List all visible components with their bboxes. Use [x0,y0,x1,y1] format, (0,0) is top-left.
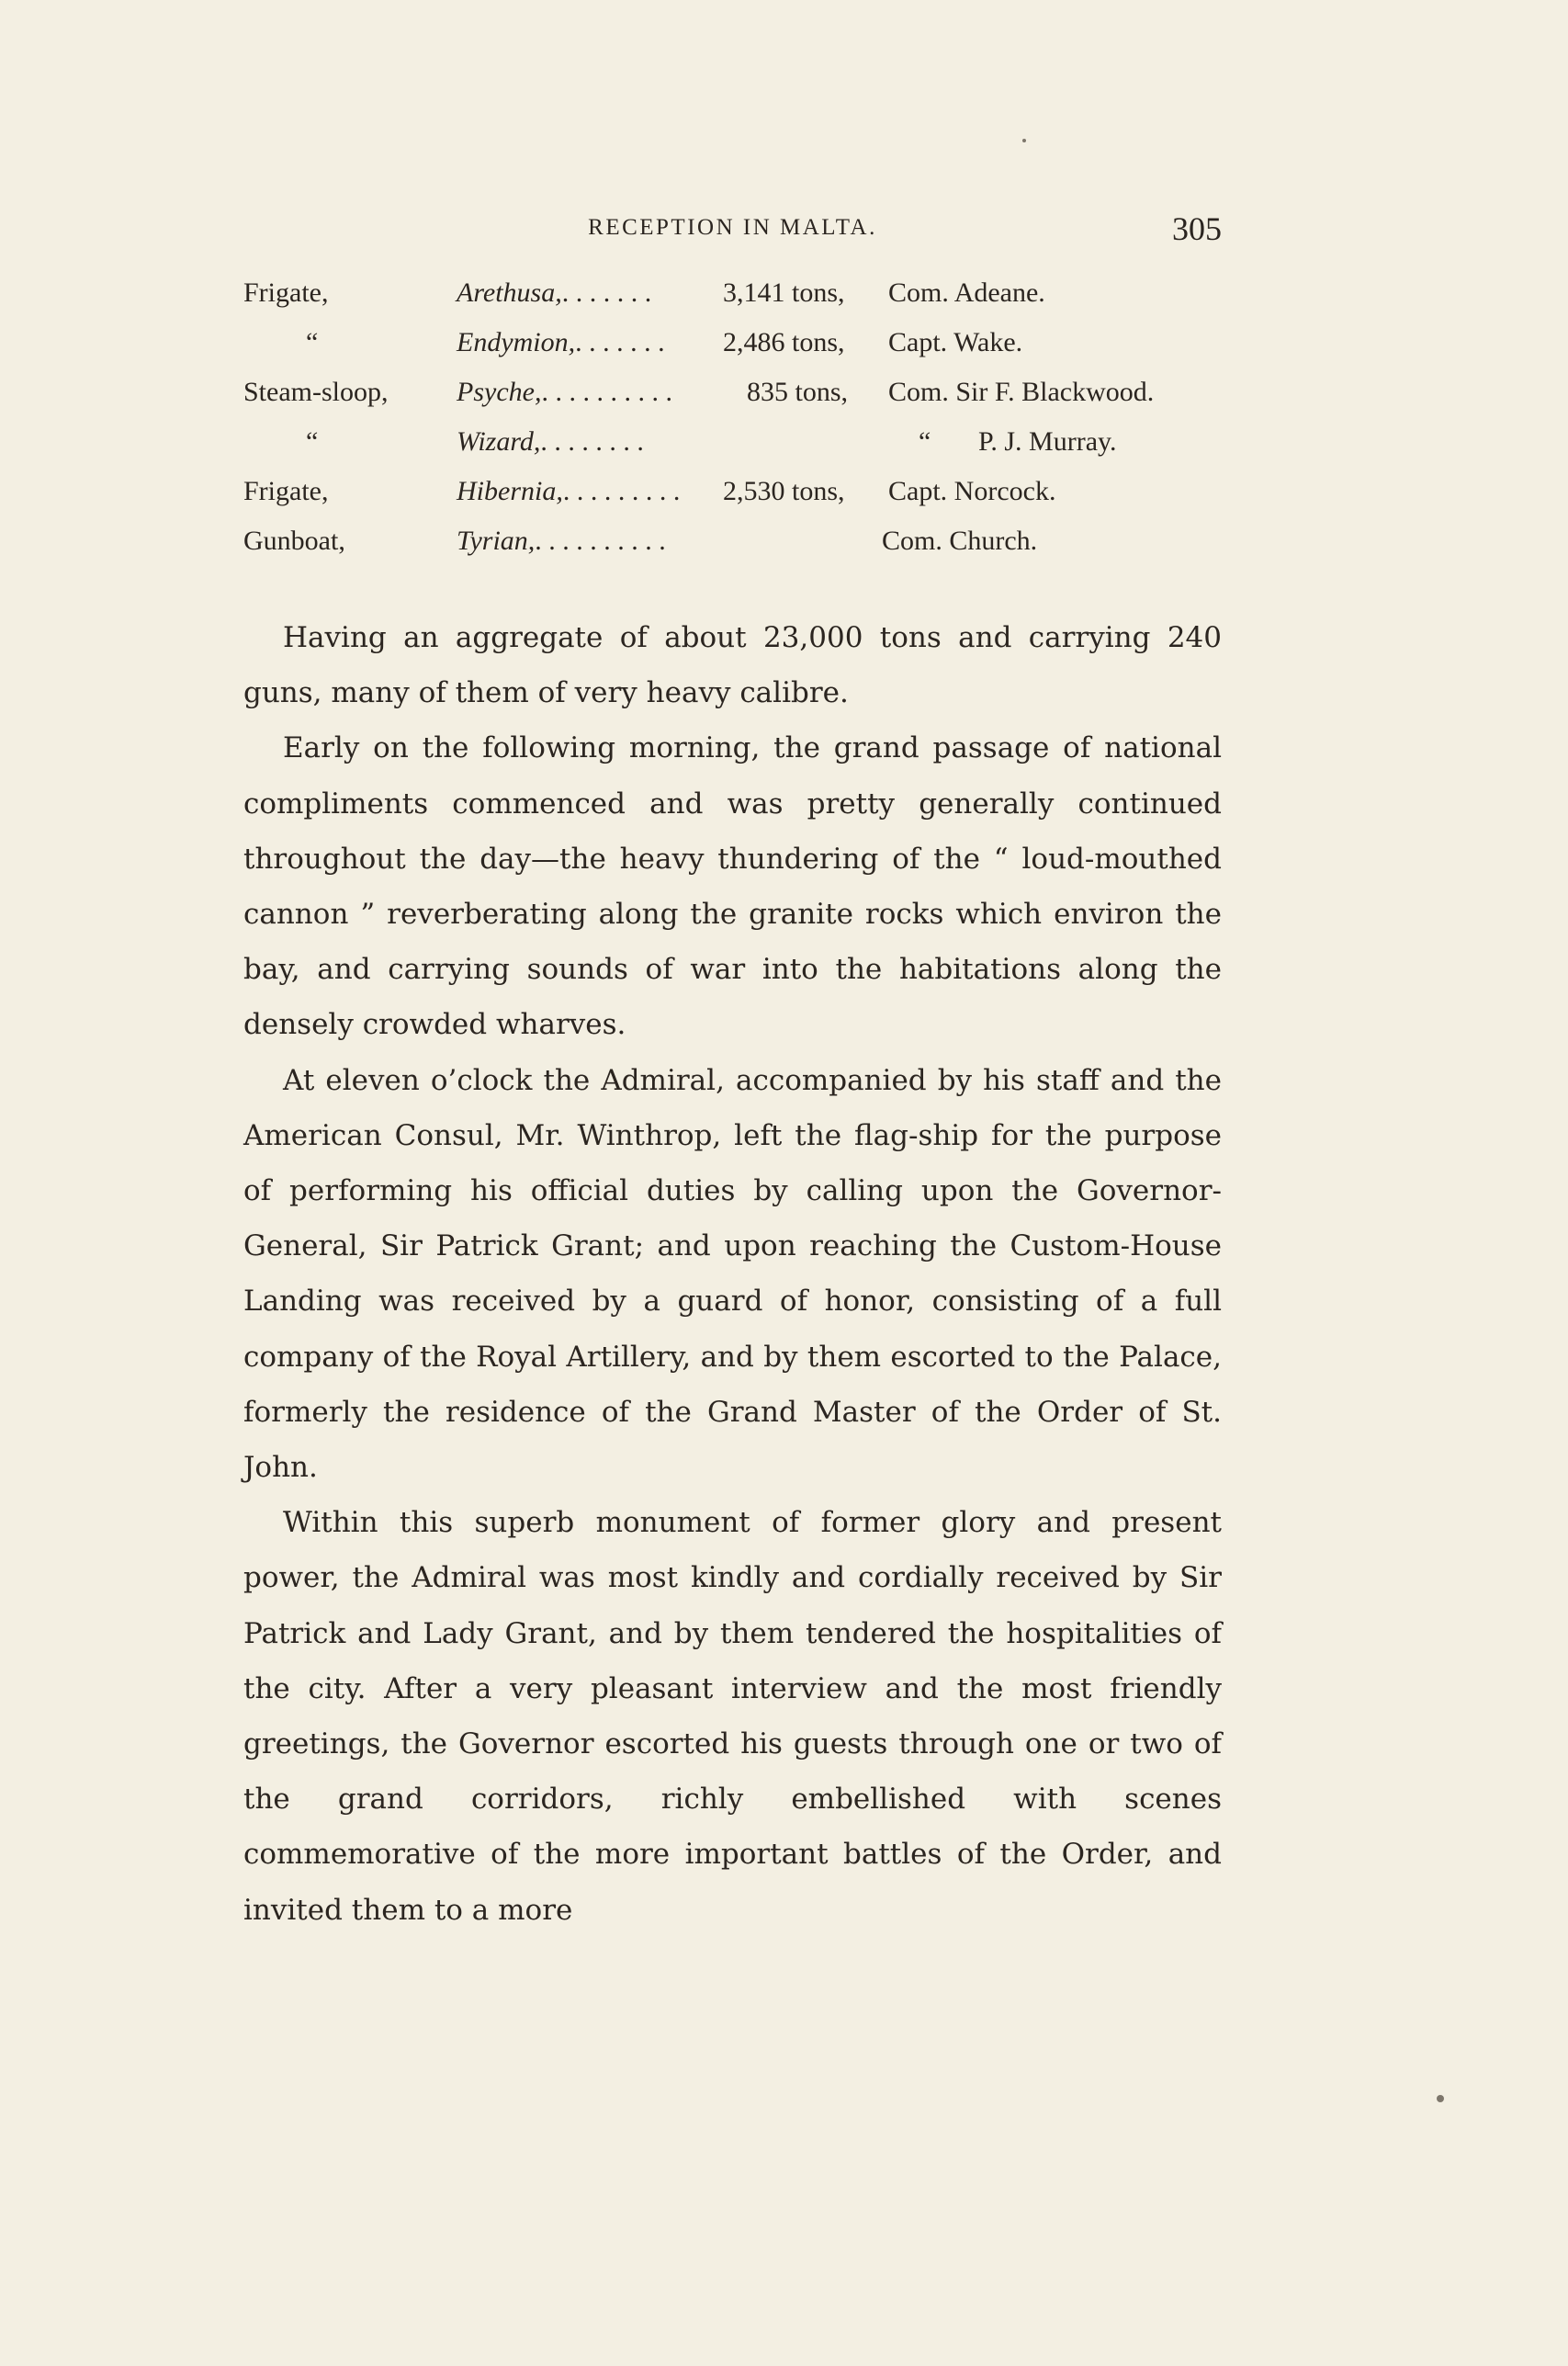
commander: P. J. Murray. [978,426,1117,457]
ship-name [457,327,665,358]
paragraph: At eleven o’clock the Admiral, accompanied by his staff and the American Consul, Mr. Winthrop, left the flag-ship for the purpose of performing his official duties by calling upon the Governor-General, Sir Patrick Grant; and upon reaching the Custom-House Landing was received by a guard of honor, consisting of a full company of the Royal Artillery, and by them escorted to the Palace, formerly the residence of the Grand Master of the Order of St. John. [243,1063,1222,1485]
ship-name-text: Psyche, [457,377,542,407]
ship-row [243,377,1235,426]
tonnage: “ [919,426,931,457]
running-head [243,209,1222,246]
vessel-type: “ [306,426,319,457]
commander: Com. Sir F. Blackwood. [888,377,1155,407]
commander: Com. Church. [882,526,1038,556]
paper-speck [1022,139,1026,142]
tonnage: 3,141 tons, [723,277,845,308]
ship-name [457,377,672,408]
ship-name [457,277,651,309]
vessel-type: Frigate, [243,476,329,506]
dot-leader: . . . . . . . . . . [535,526,666,556]
commander: Capt. Wake. [888,327,1023,357]
vessel-type: Frigate, [243,277,329,308]
paragraph: Early on the following morning, the grand passage of national compliments commenced and was pretty generally continued throughout the day—the heavy thundering of the “ loud-mouthed cannon ” reverberating along the granite rocks which environ the bay, and carrying sounds of war into the habitations along the densely crowded wharves. [243,731,1222,1042]
commander: Com. Adeane. [888,277,1045,308]
ship-list [243,277,1235,575]
ship-row [243,277,1235,327]
page-number: 305 [1172,210,1222,247]
ship-row [243,426,1235,476]
dot-leader: . . . . . . . . . [562,476,681,506]
commander: Capt. Norcock. [888,476,1056,506]
vessel-type: Steam-sloop, [243,377,389,407]
running-title: RECEPTION IN MALTA. [588,215,877,240]
dot-leader: . . . . . . . [575,327,665,357]
body-text [243,610,1222,1938]
ship-row [243,526,1235,575]
dot-leader: . . . . . . . . [540,426,644,457]
paper-speck [1437,2095,1444,2102]
ship-row [243,327,1235,377]
ship-name [457,426,644,458]
ship-row [243,476,1235,526]
ship-name-text: Endymion, [457,327,576,357]
dot-leader: . . . . . . . [561,277,652,308]
vessel-type: Gunboat, [243,526,345,556]
ship-name [457,476,680,507]
ship-name-text: Wizard, [457,426,541,457]
tonnage: 835 tons, [747,377,849,407]
paragraph: Having an aggregate of about 23,000 tons and carrying 240 guns, many of them of very heavy calibre. [243,621,1222,710]
tonnage: 2,530 tons, [723,476,845,506]
ship-name-text: Hibernia, [457,476,563,506]
ship-name [457,526,666,557]
ship-name-text: Tyrian, [457,526,536,556]
vessel-type: “ [306,327,319,357]
tonnage: 2,486 tons, [723,327,845,357]
dot-leader: . . . . . . . . . . [541,377,672,407]
paragraph: Within this superb monument of former glory and present power, the Admiral was most kindly and cordially received by Sir Patrick and Lady Grant, and by them tendered the hospitalities of the city. After a very pleasant interview and the most friendly greetings, the Governor escorted his guests through one or two of the grand corridors, richly embellished with scenes commemorative of the more important battles of the Order, and invited them to a more [243,1506,1222,1927]
ship-name-text: Arethusa, [457,277,562,308]
